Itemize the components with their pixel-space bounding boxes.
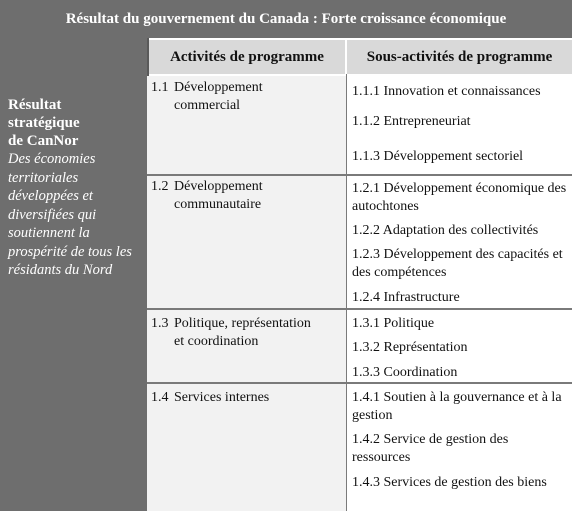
activity-number: 1.1 <box>151 80 169 95</box>
subactivity-item: 1.4.2 Service de gestion des ressources <box>352 432 509 465</box>
subactivity-item: 1.3.2 Représentation <box>352 340 468 355</box>
strategic-title-line: de CanNor <box>8 133 79 149</box>
row-divider <box>147 308 572 310</box>
activity-label: commercial <box>174 98 241 113</box>
strategic-title-line: stratégique <box>8 115 80 131</box>
strategic-outcome-description: Des économies territoriales développées et diversifiées qui soutiennent la prospérité de tous les résidants du Nord <box>8 151 132 278</box>
subactivity-item: 1.1.1 Innovation et connaissances <box>352 84 541 99</box>
strategic-title-line: Résultat <box>8 97 62 113</box>
activity-label: Développement <box>174 80 263 95</box>
column-header-activities: Activités de programme <box>149 40 345 74</box>
column-divider <box>346 74 347 511</box>
subactivity-item: 1.4.3 Services de gestion des biens <box>352 475 547 490</box>
table-title: Résultat du gouvernement du Canada : Forte croissance économique <box>0 0 572 38</box>
table-row-activity <box>151 389 341 407</box>
subactivity-item: 1.2.1 Développement économique des autochtones <box>352 181 567 214</box>
activity-number: 1.3 <box>151 316 169 331</box>
subactivity-item: 1.2.3 Développement des capacités et des compétences <box>352 247 563 280</box>
row-divider <box>147 382 572 384</box>
subactivity-item: 1.1.3 Développement sectoriel <box>352 149 524 164</box>
row-divider <box>147 174 572 176</box>
activity-label: communautaire <box>174 197 262 212</box>
activity-number: 1.4 <box>151 390 169 405</box>
table-row-activity <box>151 79 341 115</box>
strategic-outcome-column <box>0 38 147 511</box>
subactivity-item: 1.2.2 Adaptation des collectivités <box>352 223 539 238</box>
activity-label: et coordination <box>174 334 259 349</box>
subactivity-item: 1.2.4 Infrastructure <box>352 290 460 305</box>
table-row-activity <box>151 178 341 214</box>
strategic-outcome <box>8 96 146 280</box>
subactivity-item: 1.3.1 Politique <box>352 316 435 331</box>
activity-number: 1.2 <box>151 179 169 194</box>
column-header-subactivities: Sous-activités de programme <box>347 40 572 74</box>
activity-label: Politique, représentation <box>174 316 311 331</box>
activity-label: Services internes <box>174 390 270 405</box>
subactivity-item: 1.3.3 Coordination <box>352 365 458 380</box>
activity-label: Développement <box>174 179 263 194</box>
strategic-outcome-title <box>8 96 146 150</box>
subactivity-item: 1.1.2 Entrepreneuriat <box>352 114 471 129</box>
table-row-activity <box>151 315 341 351</box>
subactivity-item: 1.4.1 Soutien à la gouvernance et à la gestion <box>352 390 562 423</box>
